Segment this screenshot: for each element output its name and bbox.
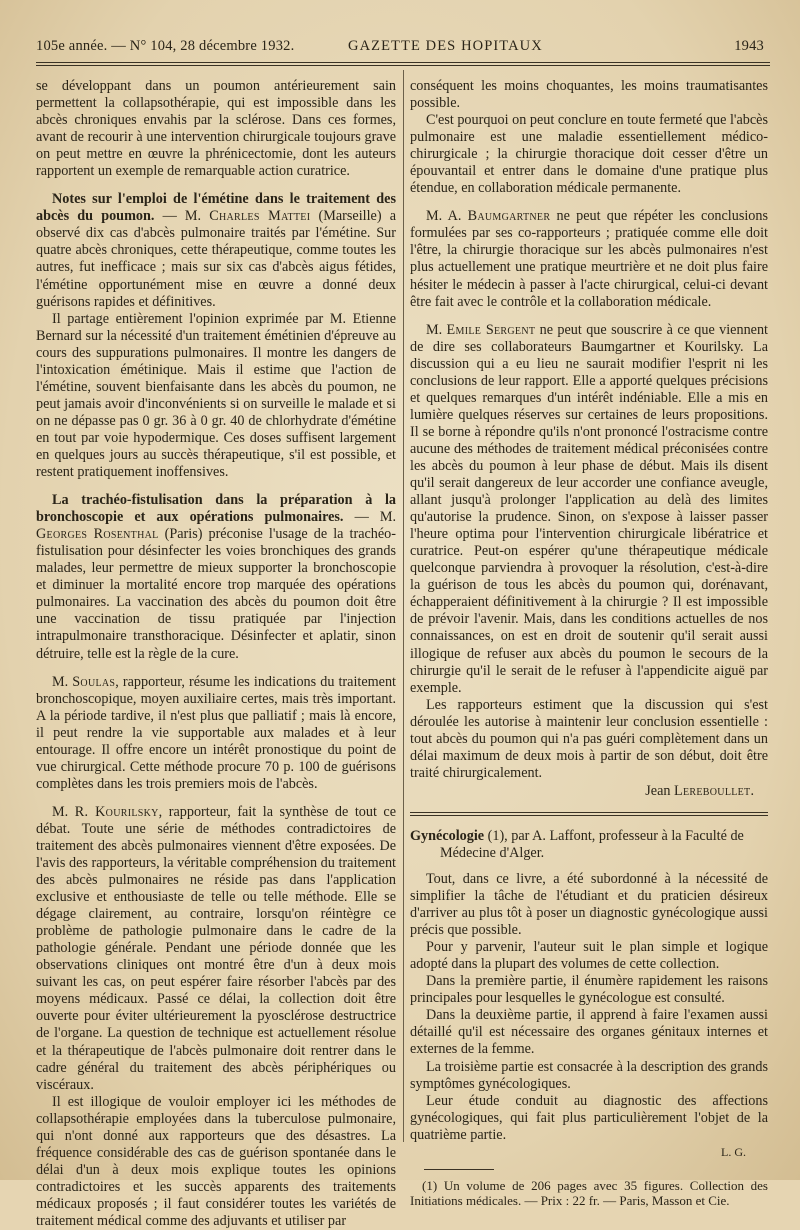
paragraph: conséquent les moins choquantes, les moins traumatisantes possible.	[410, 78, 768, 112]
paragraph: Il partage entièrement l'opinion exprimée par M. Etienne Bernard sur la nécessité d'un traitement émétinien d'épreuve au cours des suppurations pulmonaires. Il montre les dangers de l'intoxication émétinique. Mais il estime que l'action de l'émétine, souvent bienfaisante dans les abcès du poumon, ne peut jamais avoir d'inconvénients si on surveille le malade et si on ne dépasse pas 0 gr. 36 à 0 gr. 40 de chlorhydrate d'émétine en tout par voie hypodermique. Ces doses suffisent largement en quelques jours au succès thérapeutique, s'il est possible, et restent pratiquement inoffensives.	[36, 310, 396, 481]
footnote-rule	[424, 1169, 494, 1170]
paragraph-text: ne peut que répéter les conclusions formulées par ses co-rapporteurs ; pratiquée comme elle doit l'être, la chirurgie thoracique sur les abcès pulmonaires n'est plus actuellement une pratique meurtrière et ne doit plus faire hésiter le médecin à passer à l'acte chirurgical, celui-ci devant être fait avec le contrôle et la collaboration médicale.	[410, 208, 769, 310]
author-name: Baumgartner	[467, 208, 551, 225]
paragraph: Pour y parvenir, l'auteur suit le plan simple et logique adopté dans la plupart des volumes de cette collection.	[410, 939, 768, 973]
section-tracheo-fistulisation: La trachéo-fistulisation dans la préparation à la bronchoscopie et aux opérations pulmonaires. — M. Georges Rosenthal (Paris) préconise l'usage de la trachéo-fistulisation pour désinfecter les voies bronchiques des grands malades, leur permettre de mieux supporter la bronchoscopie et diminuer la mortalité encore trop marquée des opérations pulmonaires. La vaccination des abcès du poumon doit être une vaccination de tissu pratiquée par l'injection intrapulmonaire transthoracique. Désinfecter et aplatir, sinon détruire, telle est la règle de la cure.	[36, 492, 396, 662]
paragraph: Dans la première partie, il énumère rapidement les raisons principales pour lesquelles le gynécologue est consulté.	[410, 973, 768, 1007]
author-name: Georges Rosenthal	[36, 526, 159, 543]
paragraph-text: , rapporteur, résume les indications du traitement bronchoscopique, moyen auxiliaire certes, mais très important. A la période tardive, il n'est plus que palliatif ; mais là encore, il peut rendre la vie supportable aux malades et à leur entourage. Il offre encore un intérêt pronostique du point de vue chirurgical. Cette méthode procure 70 p. 100 de guérisons complètes dans les trois premiers mois de l'abcès.	[36, 673, 396, 792]
paragraph: Les rapporteurs estiment que la discussion qui s'est déroulée les autorise à maintenir leur conclusion essentielle : tout abcès du poumon qui n'a pas guéri complètement dans un délai maximum de deux mois à partir de son début, doit être traité chirurgicalement.	[410, 696, 768, 781]
issue-info: 105e année. — N° 104, 28 décembre 1932.	[36, 38, 295, 54]
reviewer-initials: L. G.	[721, 1144, 746, 1159]
paragraph: Dans la deuxième partie, il apprend à faire l'examen aussi détaillé qu'il est nécessaire des organes génitaux internes et externes de la femme.	[410, 1007, 768, 1058]
paragraph-text: ne peut que souscrire à ce que viennent de dire ses collaborateurs Baumgartner et Kourilsky. La discussion qui a eu lieu ne saurait modifier l'esprit ni les conclusions de leur rapport. Elle a apporté quelques précisions et quelques remarques d'un intérêt indéniable. Elle a mis en lumière quelques réserves sur certaines de leurs propositions. Il se borne à répondre qu'ils n'ont prononcé l'ostracisme contre aucune des méthodes de traitement médical préconisées contre les abcès du poumon à leur phase de début. Mais ils disent qu'il serait dangereux de leur accorder une confiance aveugle, allant jusqu'à prolonger l'application au delà des limites qu'autorise la prudence. Sinon, on s'expose à laisser passer l'heure optima pour l'intervention chirurgicale libératrice et curatrice. Peut-on espérer qu'une thérapeutique médicale quelconque parviendra à provoquer la résolution, c'est-à-dire la guérison de tous les abcès du poumon qui, dorénavant, échapperaient définitivement à la chirurgie ? Il est impossible de prévoir l'avenir. Mais, dans les conditions actuelles de nos connaissances, on est en droit de soutenir qu'il serait aussi illogique de refuser aux abcès du poumon le secours de la chirurgie qu'il le serait de le refuser à l'appendicite aiguë par exemple.	[410, 321, 768, 696]
page-number: 1943	[734, 38, 764, 54]
author-name: Emile Sergent	[446, 321, 536, 338]
section-soulas: M. Soulas, rapporteur, résume les indications du traitement bronchoscopique, moyen auxiliaire certes, mais très important. A la période tardive, il n'est plus que palliatif ; mais là encore, il peut rendre la vie supportable aux malades et à leur entourage. Il offre encore un intérêt pronostique du point de vue chirurgical. Cette méthode procure 70 p. 100 de guérisons complètes dans les trois premiers mois de l'abcès.	[36, 673, 396, 792]
paragraph-text: (Paris) préconise l'usage de la trachéo-fistulisation pour désinfecter les voies bronchiques des grands malades, leur permettre de mieux supporter la bronchoscopie et diminuer la mortalité encore trop marquée des opérations pulmonaires. La vaccination des abcès du poumon doit être une vaccination de tissu pratiquée par l'injection intrapulmonaire transthoracique. Désinfecter et aplatir, sinon détruire, telle est la règle de la cure.	[36, 526, 396, 662]
paragraph-text: (Marseille) a observé dix cas d'abcès pulmonaire traités par l'émétine. Sur quatre abcès chroniques, cette thérapeutique, comme toutes les autres, fut inefficace ; mais sur six cas d'abcès aigus fétides, l'émétine opportunément mise en œuvre a donné deux guérisons rapides et définitives.	[36, 208, 396, 310]
footnote-ref: (1)	[487, 827, 505, 844]
footnote: (1) Un volume de 206 pages avec 35 figures. Collection des Initiations médicales. — Prix : 22 fr. — Paris, Masson et Cie.	[410, 1177, 768, 1209]
review-author: A. Laffont	[532, 827, 592, 844]
review-subject: Gynécologie	[410, 827, 485, 844]
column-divider	[403, 70, 404, 1142]
journal-title: GAZETTE DES HOPITAUX	[348, 38, 543, 54]
section-emetine: Notes sur l'emploi de l'émétine dans le traitement des abcès du poumon. — M. Charles Mattei (Marseille) a observé dix cas d'abcès pulmonaire traités par l'émétine. Sur quatre abcès chroniques, cette thérapeutique, comme toutes les autres, fut inefficace ; mais sur six cas d'abcès aigus fétides, l'émétine opportunément mise en œuvre a donné deux guérisons rapides et définitives.	[36, 191, 396, 310]
page-header	[36, 34, 770, 56]
paragraph: Leur étude conduit au diagnostic des affections gynécologiques, qui fait plus particulièrement l'objet de la quatrième partie.	[410, 1092, 768, 1143]
book-review-title: Gynécologie (1), par A. Laffont, professeur à la Faculté de Médecine d'Alger.	[410, 827, 744, 861]
left-column	[36, 78, 396, 1230]
section-sergent: M. Emile Sergent ne peut que souscrire à ce que viennent de dire ses collaborateurs Baumgartner et Kourilsky. La discussion qui a eu lieu ne saurait modifier l'esprit ni les conclusions de leur rapport. Elle a apporté quelques précisions et quelques remarques d'un intérêt indéniable. Elle a mis en lumière quelques réserves sur certaines de leurs propositions. Il se borne à répondre qu'ils n'ont prononcé l'ostracisme contre aucune des méthodes de traitement médical préconisées contre les abcès du poumon à leur phase de début. Mais ils disent qu'il serait dangereux de leur accorder une confiance aveugle, allant jusqu'à prolonger l'application au delà des limites qu'autorise la prudence. Sinon, on s'expose à laisser passer l'heure optima pour l'intervention chirurgicale libératrice et curatrice. Peut-on espérer qu'une thérapeutique médicale quelconque parviendra à provoquer la résolution, c'est-à-dire la guérison de tous les abcès du poumon qui, dorénavant, échapperaient définitivement à la chirurgie ? Il est impossible de prévoir l'avenir. Mais, dans les conditions actuelles de nos connaissances, on est en droit de soutenir qu'il serait aussi illogique de refuser aux abcès du poumon le secours de la chirurgie qu'il le serait de le refuser à l'appendicite aiguë par exemple.	[410, 321, 768, 696]
section-rule	[410, 812, 768, 816]
section-title: Notes sur l'emploi de l'émétine dans le traitement des abcès du poumon.	[36, 191, 396, 225]
section-kourilsky: M. R. Kourilsky, rapporteur, fait la synthèse de tout ce débat. Toute une série de méthodes contradictoires de traitement des abcès pulmonaires viennent d'être exposées. De l'avis des rapporteurs, la véritable compréhension du traitement des abcès pulmonaires ne réside pas dans l'application exclusive et enthousiaste de telle ou telle méthode. Elle se dégage clairement, au contraire, lorsqu'on réintègre ce problème de pathologie pulmonaire dans le cadre de la pathologie générale. Pendant une période donnée que les observations cliniques ont montré être d'un à deux mois suivant les cas, on peut espérer faire résorber l'abcès par des moyens médicaux. Passé ce délai, la collection doit être ouverte pour éviter ultérieurement la pyosclérose destructrice de l'organe. La question de technique est actuellement résolue et la thérapeutique de l'abcès pulmonaire doit rentrer dans le cadre général du traitement des abcès périphériques ou viscéraux.	[36, 803, 397, 1093]
paragraph: C'est pourquoi on peut conclure en toute fermeté que l'abcès pulmonaire est une maladie essentiellement médico-chirurgicale ; la chirurgie thoracique doit cesser d'être un épouvantail et entrer dans le domaine d'une pratique plus étendue, en collaboration médicale permanente.	[410, 112, 768, 197]
author-name: Soulas	[72, 673, 116, 690]
author-name: R. Kourilsky	[74, 803, 159, 820]
author-name: Charles Mattei	[209, 208, 311, 225]
section-title: La trachéo-fistulisation dans la préparation à la bronchoscopie et aux opérations pulmonaires.	[36, 492, 396, 526]
paragraph: Tout, dans ce livre, a été subordonné à la nécessité de simplifier la tâche de l'étudiant et du praticien désireux d'arriver au plus tôt à poser un diagnostic gynécologique aussi précis que possible.	[410, 871, 768, 939]
paragraph: La troisième partie est consacrée à la description des grands symptômes gynécologiques.	[410, 1058, 768, 1092]
signature: Jean Lereboullet.	[645, 782, 754, 799]
paragraph-text: , rapporteur, fait la synthèse de tout ce débat. Toute une série de méthodes contradictoires de traitement des abcès pulmonaires viennent d'être exposées. De l'avis des rapporteurs, la véritable compréhension du traitement des abcès pulmonaires ne réside pas dans l'application exclusive et enthousiaste de telle ou telle méthode. Elle se dégage clairement, au contraire, lorsqu'on réintègre ce problème de pathologie pulmonaire dans le cadre de la pathologie générale. Pendant une période donnée que les observations cliniques ont montré être d'un à deux mois suivant les cas, on peut espérer faire résorber l'abcès par des moyens médicaux. Passé ce délai, la collection doit être ouverte pour éviter ultérieurement la pyosclérose destructrice de l'organe. La question de technique est actuellement résolue et la thérapeutique de l'abcès pulmonaire doit rentrer dans le cadre général du traitement des abcès périphériques ou viscéraux.	[36, 803, 397, 1093]
right-column	[410, 78, 768, 1209]
paragraph: se développant dans un poumon antérieurement sain permettent la collapsothérapie, qui est impossible dans les abcès chroniques envahis par la sclérose. Dans ces formes, avant de recourir à une intervention chirurgicale toujours grave on peut mettre en œuvre la phrénicectomie, dont les auteurs rapportent un exemple de remarquable action curatrice.	[36, 78, 396, 180]
section-baumgartner: M. A. Baumgartner ne peut que répéter les conclusions formulées par ses co-rapporteurs ; pratiquée comme elle doit l'être, la chirurgie thoracique sur les abcès pulmonaires n'est plus actuellement une pratique meurtrière et ne doit plus faire hésiter le médecin à passer à l'acte chirurgical, celui-ci devant être fait avec le contrôle et la collaboration médicale.	[410, 208, 769, 310]
paragraph: Il est illogique de vouloir employer ici les méthodes de collapsothérapie employées dans la tuberculose pulmonaire, qui n'ont donné aux rapporteurs que des désastres. La fréquence considérable des cas de guérison spontanée dans le délai d'un à deux mois explique toutes les opinions contradictoires et les succès apparents des traitements médicaux proposés ; il faut considérer toutes les variétés de traitement médical comme des adjuvants et utiliser par	[36, 1093, 396, 1229]
header-rule	[36, 62, 770, 66]
